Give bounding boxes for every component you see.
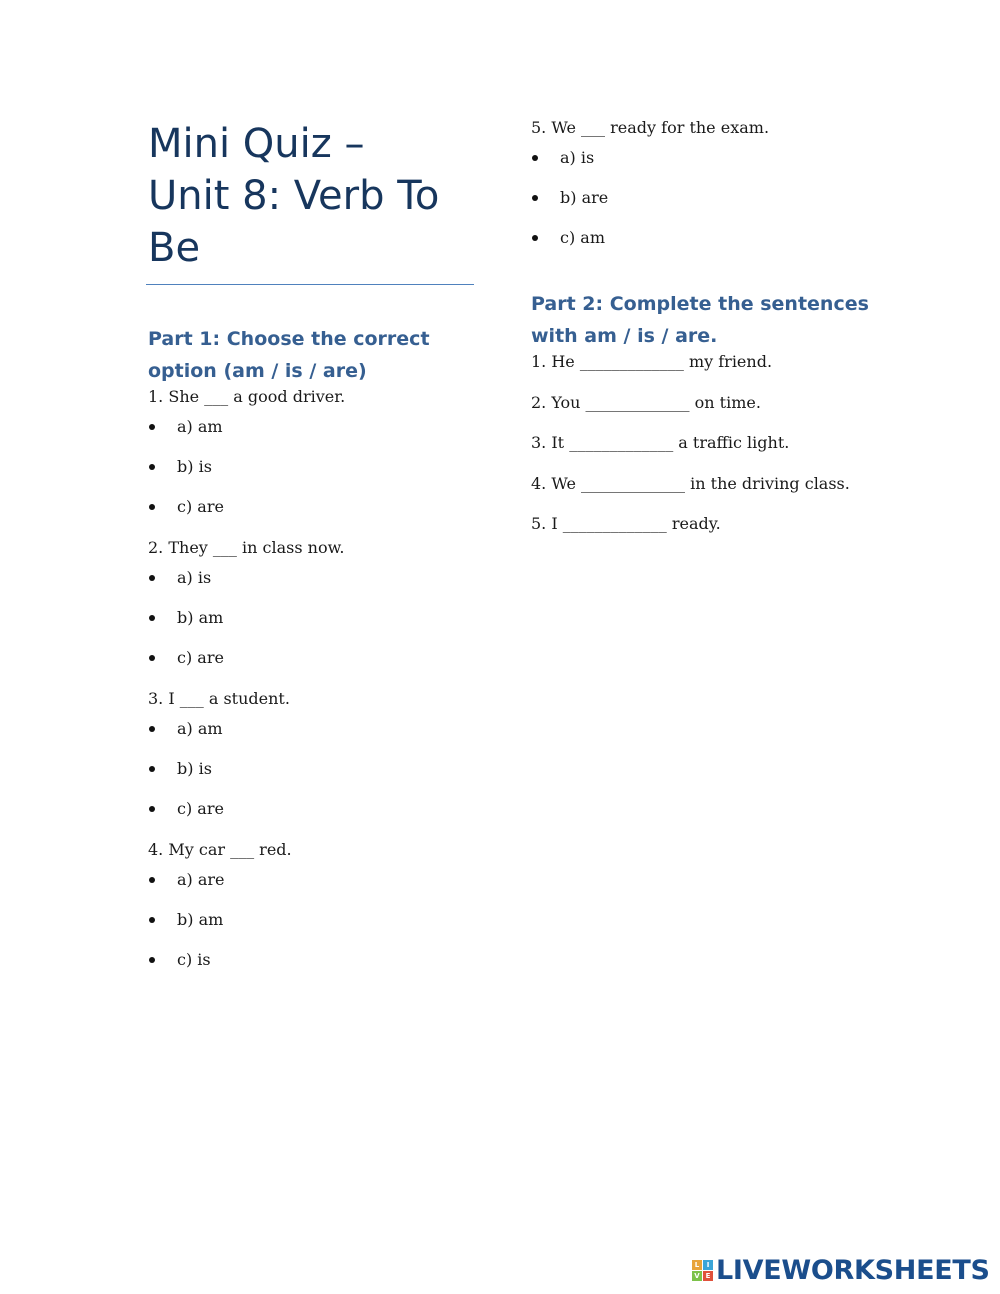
option-label: a) is xyxy=(560,148,595,167)
bullet-icon xyxy=(149,424,155,430)
option-item[interactable] xyxy=(148,870,478,890)
option-list xyxy=(148,719,478,819)
bullet-icon xyxy=(532,155,538,161)
bullet-icon xyxy=(149,806,155,812)
liveworksheets-logo xyxy=(692,1255,990,1285)
option-list xyxy=(148,870,478,970)
bullet-icon xyxy=(149,464,155,470)
bullet-icon xyxy=(149,877,155,883)
page-title: Mini Quiz – Unit 8: Verb To Be xyxy=(148,121,440,271)
option-item[interactable] xyxy=(531,148,871,168)
bullet-icon xyxy=(149,726,155,732)
option-item[interactable] xyxy=(148,799,478,819)
right-column xyxy=(531,118,871,555)
option-item[interactable] xyxy=(148,950,478,970)
logo-mark-letter: I xyxy=(703,1260,713,1270)
logo-mark-letter: L xyxy=(692,1260,702,1270)
option-item[interactable] xyxy=(531,228,871,248)
option-label: b) am xyxy=(177,910,224,929)
bullet-icon xyxy=(532,235,538,241)
bullet-icon xyxy=(149,957,155,963)
logo-mark-letter: E xyxy=(703,1271,713,1281)
option-list xyxy=(531,148,871,248)
option-item[interactable] xyxy=(148,910,478,930)
question-2 xyxy=(148,538,478,668)
fill-in-sentence[interactable]: 3. It _____________ a traffic light. xyxy=(531,433,790,452)
bullet-icon xyxy=(149,504,155,510)
bullet-icon xyxy=(149,766,155,772)
option-label: a) is xyxy=(177,568,212,587)
title-underline xyxy=(146,284,474,285)
fill-in-sentence[interactable]: 5. I _____________ ready. xyxy=(531,514,721,533)
part2-heading: Part 2: Complete the sentences with am / is / are. xyxy=(531,293,869,347)
question-5 xyxy=(531,118,871,248)
fill-in-sentence[interactable]: 4. We _____________ in the driving class. xyxy=(531,473,850,493)
option-label: c) is xyxy=(177,950,211,969)
option-item[interactable] xyxy=(148,608,478,628)
option-item[interactable] xyxy=(148,568,478,588)
option-item[interactable] xyxy=(148,759,478,779)
option-label: c) are xyxy=(177,799,224,818)
logo-mark-icon xyxy=(692,1260,713,1281)
option-list xyxy=(148,568,478,668)
option-label: c) are xyxy=(177,648,224,667)
option-label: c) are xyxy=(177,497,224,516)
option-item[interactable] xyxy=(148,497,478,517)
fill-in-sentence[interactable]: 1. He _____________ my friend. xyxy=(531,352,773,371)
logo-mark-letter: V xyxy=(692,1271,702,1281)
bullet-icon xyxy=(149,615,155,621)
bullet-icon xyxy=(149,575,155,581)
part1-heading: Part 1: Choose the correct option (am / is / are) xyxy=(148,328,430,382)
option-item[interactable] xyxy=(148,417,478,437)
option-item[interactable] xyxy=(148,719,478,739)
bullet-icon xyxy=(149,917,155,923)
left-column xyxy=(148,118,478,970)
question-4 xyxy=(148,840,478,970)
question-text: 3. I ___ a student. xyxy=(148,689,290,708)
question-text: 4. My car ___ red. xyxy=(148,840,292,859)
question-1 xyxy=(148,387,478,517)
option-label: c) am xyxy=(560,228,605,247)
option-item[interactable] xyxy=(148,457,478,477)
option-label: b) are xyxy=(560,188,609,207)
option-label: b) am xyxy=(177,608,224,627)
option-label: b) is xyxy=(177,759,212,778)
option-item[interactable] xyxy=(531,188,871,208)
option-label: b) is xyxy=(177,457,212,476)
option-label: a) am xyxy=(177,719,223,738)
fill-in-sentence[interactable]: 2. You _____________ on time. xyxy=(531,392,761,412)
bullet-icon xyxy=(532,195,538,201)
option-list xyxy=(148,417,478,517)
question-text: 5. We ___ ready for the exam. xyxy=(531,118,770,137)
fill-in-list xyxy=(531,352,871,534)
question-text: 2. They ___ in class now. xyxy=(148,538,345,557)
option-label: a) am xyxy=(177,417,223,436)
question-3 xyxy=(148,689,478,819)
question-text: 1. She ___ a good driver. xyxy=(148,387,346,406)
bullet-icon xyxy=(149,655,155,661)
option-item[interactable] xyxy=(148,648,478,668)
option-label: a) are xyxy=(177,870,225,889)
logo-text: LIVEWORKSHEETS xyxy=(716,1254,990,1286)
